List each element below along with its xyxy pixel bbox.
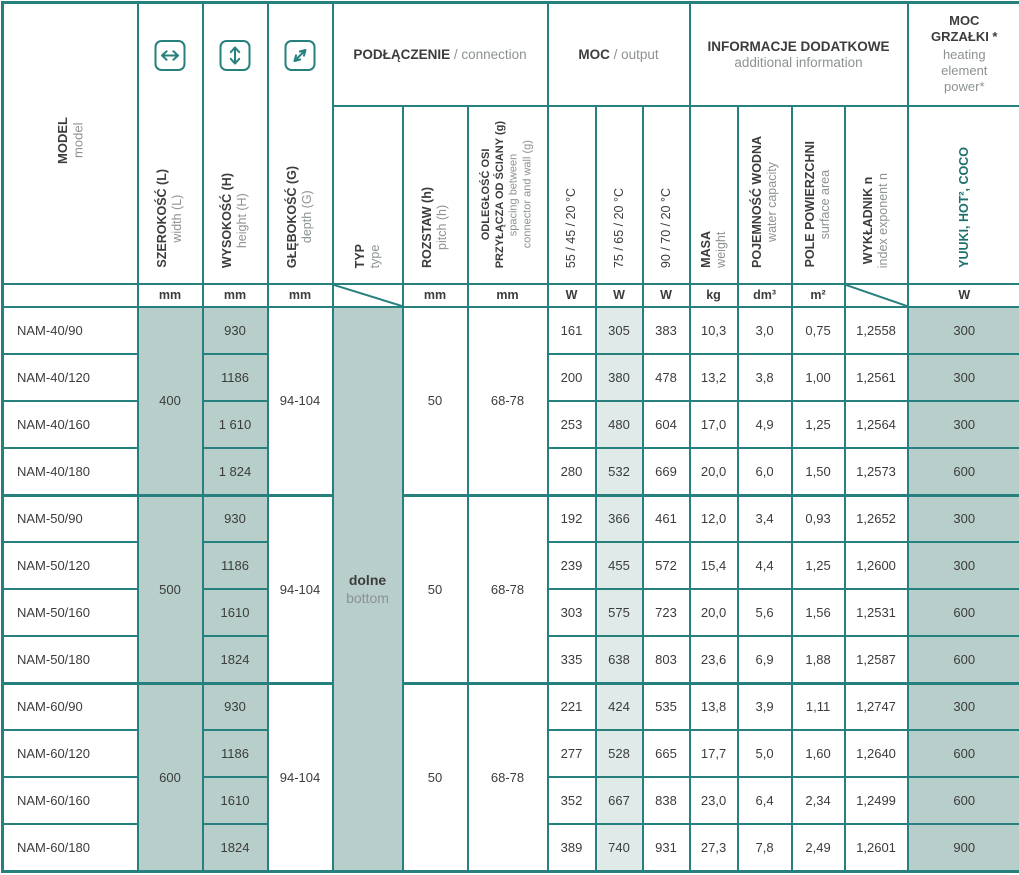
cell-exponent: 1,2564 (845, 401, 908, 448)
diagonal-line-icon (846, 285, 907, 306)
exponent-header-pl: WYKŁADNIK n (861, 176, 876, 264)
surface-area-header-cell (792, 106, 845, 284)
cell-height: 1186 (203, 730, 268, 777)
cell-output-90: 838 (643, 777, 690, 824)
cell-surface-area: 1,50 (792, 448, 845, 495)
cell-water-capacity: 3,9 (738, 683, 792, 730)
cell-output-75: 740 (596, 824, 643, 871)
spacing-header-en2: connector and wall (g) (521, 140, 534, 249)
cell-output-55: 277 (548, 730, 596, 777)
unit-cell-mass: kg (690, 284, 738, 307)
cell-surface-area: 1,56 (792, 589, 845, 636)
cell-heater-power: 300 (908, 307, 1019, 354)
cell-output-75: 667 (596, 777, 643, 824)
cell-model: NAM-60/160 (3, 777, 138, 824)
connection-group-header (333, 3, 548, 106)
cell-output-55: 335 (548, 636, 596, 683)
cell-width: 500 (138, 495, 203, 683)
unit-cell-output-90: W (643, 284, 690, 307)
type-header-cell (333, 106, 403, 284)
mass-header-pl: MASA (698, 231, 713, 268)
cell-output-55: 352 (548, 777, 596, 824)
mass-header-cell (690, 106, 738, 284)
cell-height: 1610 (203, 777, 268, 824)
cell-water-capacity: 6,0 (738, 448, 792, 495)
cell-exponent: 1,2640 (845, 730, 908, 777)
cell-output-90: 535 (643, 683, 690, 730)
unit-cell-width: mm (138, 284, 203, 307)
depth-header-label (285, 166, 315, 268)
cell-height: 1186 (203, 354, 268, 401)
cell-heater-power: 600 (908, 448, 1019, 495)
cell-water-capacity: 6,4 (738, 777, 792, 824)
output-55-label: 55 / 45 / 20 °C (564, 187, 579, 268)
cell-output-90: 383 (643, 307, 690, 354)
unit-cell-spacing: mm (468, 284, 548, 307)
cell-water-capacity: 3,0 (738, 307, 792, 354)
spacing-header-pl2: PRZYŁĄCZA OD ŚCIANY (g) (493, 120, 506, 268)
cell-model: NAM-50/90 (3, 495, 138, 542)
model-header-label (55, 117, 86, 164)
heater-power-pl: MOC GRZAŁKI * (931, 13, 998, 45)
table-row (3, 307, 1019, 354)
cell-mass: 10,3 (690, 307, 738, 354)
spec-table (1, 1, 1019, 873)
info-group-pl: INFORMACJE DODATKOWE (707, 38, 890, 54)
cell-depth: 94-104 (268, 683, 333, 871)
cell-spacing: 68-78 (468, 307, 548, 495)
cell-water-capacity: 5,6 (738, 589, 792, 636)
spacing-header-cell (468, 106, 548, 284)
cell-output-55: 239 (548, 542, 596, 589)
surface-area-header-label (803, 141, 833, 267)
cell-exponent: 1,2531 (845, 589, 908, 636)
cell-output-75: 638 (596, 636, 643, 683)
pitch-header-pl: ROZSTAW (h) (420, 186, 434, 268)
cell-height: 1610 (203, 589, 268, 636)
cell-mass: 23,6 (690, 636, 738, 683)
cell-heater-power: 300 (908, 495, 1019, 542)
pitch-header-en: pitch (h) (435, 204, 449, 250)
cell-model: NAM-60/180 (3, 824, 138, 871)
type-value-en: bottom (346, 589, 389, 606)
cell-heater-power: 900 (908, 824, 1019, 871)
cell-output-90: 572 (643, 542, 690, 589)
connection-group-en: / connection (453, 46, 527, 62)
cell-exponent: 1,2600 (845, 542, 908, 589)
output-90-label: 90 / 70 / 20 °C (658, 187, 673, 268)
cell-model: NAM-50/160 (3, 589, 138, 636)
height-header-en: height (H) (235, 192, 249, 248)
pitch-header-label (420, 187, 450, 268)
cell-output-75: 305 (596, 307, 643, 354)
cell-spacing: 68-78 (468, 683, 548, 871)
model-header-pl: MODEL (54, 117, 70, 165)
unit-cell-type-diagonal (333, 284, 403, 307)
depth-header-cell (268, 3, 333, 284)
unit-cell-pitch: mm (403, 284, 468, 307)
cell-mass: 17,0 (690, 401, 738, 448)
cell-surface-area: 1,11 (792, 683, 845, 730)
cell-output-90: 723 (643, 589, 690, 636)
cell-output-75: 532 (596, 448, 643, 495)
unit-cell-depth: mm (268, 284, 333, 307)
cell-heater-power: 600 (908, 589, 1019, 636)
heater-power-en: heating element power* (941, 46, 988, 95)
heater-brands-label: YUUKI, HOT², COCO (956, 146, 971, 268)
unit-cell-water-capacity: dm³ (738, 284, 792, 307)
output-75-label: 75 / 65 / 20 °C (611, 187, 626, 268)
cell-model: NAM-50/120 (3, 542, 138, 589)
cell-heater-power: 600 (908, 636, 1019, 683)
cell-model: NAM-40/180 (3, 448, 138, 495)
cell-output-75: 455 (596, 542, 643, 589)
spacing-header-pl1: ODLEGŁOŚĆ OSI (480, 148, 493, 241)
height-header-pl: WYSOKOŚĆ (H) (220, 172, 234, 268)
cell-height: 1 824 (203, 448, 268, 495)
unit-cell-output-55: W (548, 284, 596, 307)
cell-height: 930 (203, 495, 268, 542)
cell-mass: 27,3 (690, 824, 738, 871)
output-90-header-cell (643, 106, 690, 284)
model-header-en: model (70, 123, 86, 159)
cell-height: 930 (203, 683, 268, 730)
type-header-pl: TYP (352, 243, 367, 268)
height-arrow-icon (220, 40, 251, 71)
cell-water-capacity: 3,8 (738, 354, 792, 401)
type-header-en: type (367, 243, 382, 268)
cell-surface-area: 1,25 (792, 542, 845, 589)
cell-height: 930 (203, 307, 268, 354)
cell-exponent: 1,2499 (845, 777, 908, 824)
output-55-header-cell (548, 106, 596, 284)
width-header-cell (138, 3, 203, 284)
cell-output-75: 480 (596, 401, 643, 448)
cell-model: NAM-60/90 (3, 683, 138, 730)
cell-output-75: 366 (596, 495, 643, 542)
cell-exponent: 1,2652 (845, 495, 908, 542)
cell-height: 1824 (203, 636, 268, 683)
cell-surface-area: 0,93 (792, 495, 845, 542)
cell-output-55: 192 (548, 495, 596, 542)
cell-width: 600 (138, 683, 203, 871)
cell-output-55: 253 (548, 401, 596, 448)
cell-mass: 20,0 (690, 589, 738, 636)
cell-heater-power: 600 (908, 777, 1019, 824)
info-group-header (690, 3, 908, 106)
cell-model: NAM-40/120 (3, 354, 138, 401)
model-header-cell (3, 3, 138, 284)
cell-water-capacity: 5,0 (738, 730, 792, 777)
cell-output-55: 161 (548, 307, 596, 354)
height-header-label (220, 173, 250, 268)
cell-exponent: 1,2573 (845, 448, 908, 495)
unit-cell-surface-area: m² (792, 284, 845, 307)
cell-output-90: 604 (643, 401, 690, 448)
cell-surface-area: 2,49 (792, 824, 845, 871)
cell-exponent: 1,2561 (845, 354, 908, 401)
cell-width: 400 (138, 307, 203, 495)
cell-output-55: 221 (548, 683, 596, 730)
height-header-cell (203, 3, 268, 284)
mass-header-en: weight (713, 231, 728, 268)
width-header-label (155, 169, 185, 268)
depth-header-pl: GŁĘBOKOŚĆ (G) (285, 165, 299, 268)
cell-output-55: 200 (548, 354, 596, 401)
cell-output-90: 669 (643, 448, 690, 495)
cell-pitch: 50 (403, 683, 468, 871)
cell-height: 1 610 (203, 401, 268, 448)
output-group-pl: MOC (578, 46, 610, 62)
exponent-header-en: index exponent n (876, 172, 891, 268)
cell-mass: 17,7 (690, 730, 738, 777)
cell-output-55: 389 (548, 824, 596, 871)
cell-model: NAM-60/120 (3, 730, 138, 777)
cell-mass: 13,8 (690, 683, 738, 730)
width-arrow-icon (155, 40, 186, 71)
water-capacity-header-cell (738, 106, 792, 284)
cell-model: NAM-40/160 (3, 401, 138, 448)
heater-brands-header-cell (908, 106, 1019, 284)
type-header-label (353, 244, 383, 268)
exponent-header-label (861, 173, 891, 268)
type-value-pl: dolne (348, 571, 387, 588)
cell-surface-area: 1,88 (792, 636, 845, 683)
unit-cell-height: mm (203, 284, 268, 307)
unit-cell-heater-power: W (908, 284, 1019, 307)
cell-pitch: 50 (403, 307, 468, 495)
cell-mass: 13,2 (690, 354, 738, 401)
cell-output-90: 665 (643, 730, 690, 777)
cell-mass: 15,4 (690, 542, 738, 589)
cell-water-capacity: 4,9 (738, 401, 792, 448)
output-group-header (548, 3, 690, 106)
width-header-en: width (L) (170, 194, 184, 243)
cell-output-75: 528 (596, 730, 643, 777)
connection-group-pl: PODŁĄCZENIE (353, 46, 451, 62)
cell-exponent: 1,2558 (845, 307, 908, 354)
cell-exponent: 1,2747 (845, 683, 908, 730)
cell-surface-area: 1,60 (792, 730, 845, 777)
info-group-en: additional information (734, 54, 863, 70)
width-header-pl: SZEROKOŚĆ (L) (155, 169, 169, 268)
mass-header-label (699, 231, 729, 268)
cell-heater-power: 300 (908, 354, 1019, 401)
unit-cell-model (3, 284, 138, 307)
table-row (3, 683, 1019, 730)
cell-output-90: 478 (643, 354, 690, 401)
pitch-header-cell (403, 106, 468, 284)
cell-water-capacity: 3,4 (738, 495, 792, 542)
cell-water-capacity: 4,4 (738, 542, 792, 589)
cell-output-90: 461 (643, 495, 690, 542)
cell-model: NAM-50/180 (3, 636, 138, 683)
cell-height: 1824 (203, 824, 268, 871)
header-row-groups (3, 3, 1019, 106)
cell-height: 1186 (203, 542, 268, 589)
depth-arrow-icon (285, 40, 316, 71)
cell-model: NAM-40/90 (3, 307, 138, 354)
cell-spacing: 68-78 (468, 495, 548, 683)
water-capacity-header-en: water capacity (764, 161, 779, 242)
spacing-header-label (480, 121, 535, 268)
cell-surface-area: 0,75 (792, 307, 845, 354)
water-capacity-header-label (750, 136, 780, 268)
cell-surface-area: 1,00 (792, 354, 845, 401)
cell-heater-power: 300 (908, 683, 1019, 730)
cell-mass: 23,0 (690, 777, 738, 824)
cell-mass: 20,0 (690, 448, 738, 495)
surface-area-header-en: surface area (818, 169, 833, 240)
cell-heater-power: 300 (908, 401, 1019, 448)
cell-mass: 12,0 (690, 495, 738, 542)
cell-surface-area: 2,34 (792, 777, 845, 824)
cell-output-75: 424 (596, 683, 643, 730)
cell-depth: 94-104 (268, 495, 333, 683)
cell-type (333, 307, 403, 872)
water-capacity-header-pl: POJEMNOŚĆ WODNA (749, 135, 764, 268)
diagonal-line-icon (334, 285, 402, 306)
cell-output-90: 931 (643, 824, 690, 871)
spacing-header-en1: spacing between (507, 152, 520, 236)
unit-cell-exponent-diagonal (845, 284, 908, 307)
cell-water-capacity: 6,9 (738, 636, 792, 683)
cell-output-55: 280 (548, 448, 596, 495)
output-75-header-cell (596, 106, 643, 284)
cell-heater-power: 600 (908, 730, 1019, 777)
units-row (3, 284, 1019, 307)
output-group-en: / output (613, 46, 659, 62)
cell-heater-power: 300 (908, 542, 1019, 589)
table-row (3, 495, 1019, 542)
unit-cell-output-75: W (596, 284, 643, 307)
cell-water-capacity: 7,8 (738, 824, 792, 871)
cell-output-55: 303 (548, 589, 596, 636)
surface-area-header-pl: POLE POWIERZCHNI (803, 141, 818, 268)
heater-power-group-header (908, 3, 1019, 106)
cell-exponent: 1,2601 (845, 824, 908, 871)
cell-output-75: 575 (596, 589, 643, 636)
depth-header-en: depth (G) (300, 190, 314, 244)
cell-exponent: 1,2587 (845, 636, 908, 683)
cell-pitch: 50 (403, 495, 468, 683)
exponent-header-cell (845, 106, 908, 284)
cell-surface-area: 1,25 (792, 401, 845, 448)
cell-output-75: 380 (596, 354, 643, 401)
cell-depth: 94-104 (268, 307, 333, 495)
cell-output-90: 803 (643, 636, 690, 683)
